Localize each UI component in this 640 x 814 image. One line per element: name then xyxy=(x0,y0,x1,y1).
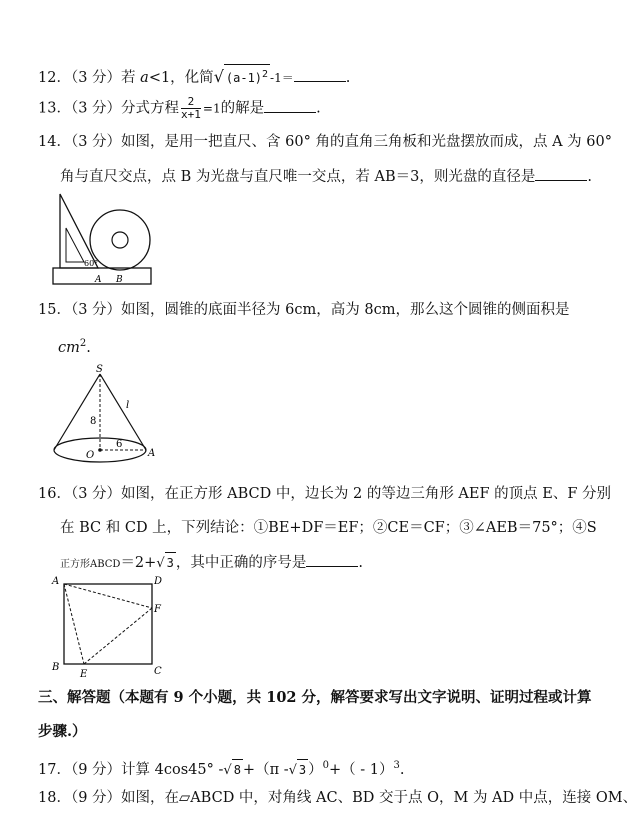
section-heading: 三、解答题（本题有 9 个小题，共 102 分，解答要求写出文字说明、证明过程或计算 xyxy=(38,689,592,706)
denominator: x+1 xyxy=(181,108,201,121)
exponent: 2 xyxy=(79,338,87,349)
question-text: +（π - xyxy=(242,761,289,778)
question-text: -1＝ xyxy=(270,71,294,85)
question-number: 15． xyxy=(38,302,71,318)
numerator: 2 xyxy=(181,96,201,109)
answer-blank[interactable] xyxy=(294,67,346,82)
radius-label: 6 xyxy=(116,439,123,450)
question-17: 17．（9 分）计算 4cos45° -√ 8 +（π -√ 3 ）$^0$+（ - 1）$^3$. xyxy=(38,760,405,778)
question-text: 如图，在▱ABCD 中，对角线 AC、BD 交于点 O，M 为 AD 中点，连接 OM、 xyxy=(121,790,638,806)
question-text: 分式方程 xyxy=(121,100,180,117)
point-a-label: A xyxy=(52,576,60,587)
point-c-label: C xyxy=(154,666,162,677)
score: （3 分） xyxy=(70,486,122,502)
point-f-label: F xyxy=(154,604,161,615)
question-text: 在 BC 和 CD 上，下列结论：①BE+DF＝EF；②CE＝CF；③∠AEB＝75°；④S xyxy=(60,520,597,536)
question-text: 若 xyxy=(121,70,141,86)
question-number: 17． xyxy=(38,761,71,778)
question-14-line2 xyxy=(60,166,592,187)
point-d-label: D xyxy=(154,576,162,587)
question-14-line1 xyxy=(38,132,612,152)
variable: a xyxy=(140,70,149,86)
radicand: 8 xyxy=(232,759,243,780)
question-16-line3: 正方形ABCD＝2+√ 3 ，其中正确的序号是 . xyxy=(60,552,363,575)
question-16-line1 xyxy=(38,484,611,504)
radical xyxy=(224,64,270,88)
question-number: 16． xyxy=(38,486,71,502)
answer-blank[interactable] xyxy=(306,552,358,567)
question-text: 角与直尺交点，点 B 为光盘与直尺唯一交点，若 AB＝3，则光盘的直径是 xyxy=(60,169,536,185)
fraction xyxy=(181,96,201,121)
point-e-label: E xyxy=(80,669,88,680)
point-a-label: A xyxy=(148,448,156,459)
score: （9 分） xyxy=(70,790,122,806)
radicand: 3 xyxy=(165,552,176,573)
question-number: 14． xyxy=(38,134,71,150)
question-number: 12． xyxy=(38,70,71,86)
score: （9 分） xyxy=(70,761,122,778)
question-15-line1 xyxy=(38,300,569,320)
period: . xyxy=(399,761,405,778)
question-text: ） xyxy=(308,761,323,778)
period: . xyxy=(345,70,351,86)
point-b-label: B xyxy=(52,662,60,673)
radicand: 3 xyxy=(297,759,308,780)
exponent: 0 xyxy=(322,760,330,771)
question-12: 12．（3 分）若 a<1，化简√ $(a-1)^2$ -1＝ . xyxy=(38,64,350,88)
question-number: 18． xyxy=(38,790,71,806)
unit: cm xyxy=(58,339,80,356)
score: （3 分） xyxy=(70,100,122,117)
height-label: 8 xyxy=(90,416,97,427)
section-3-heading-line2 xyxy=(38,722,87,742)
question-text: ＝2+ xyxy=(120,555,157,571)
question-text: 计算 4cos45° - xyxy=(121,761,224,778)
question-text: <1，化简 xyxy=(148,70,214,86)
slant-label: l xyxy=(126,400,130,411)
angle-label: 60° xyxy=(84,259,99,268)
score: （3 分） xyxy=(70,134,122,150)
exponent: 3 xyxy=(393,760,400,771)
period: . xyxy=(316,100,321,117)
question-text: 如图，在正方形 ABCD 中，边长为 2 的等边三角形 AEF 的顶点 E、F 分别 xyxy=(121,486,612,502)
figure-cone xyxy=(48,364,158,468)
subscript: 正方形ABCD xyxy=(60,559,121,570)
section-heading: 步骤.） xyxy=(38,723,87,740)
question-text: +（ - 1） xyxy=(329,761,394,778)
answer-blank[interactable] xyxy=(264,98,316,113)
point-b-label: B xyxy=(116,275,123,285)
question-13 xyxy=(38,96,321,121)
figure-square xyxy=(50,574,162,680)
question-16-line2 xyxy=(60,518,597,538)
question-18 xyxy=(38,788,637,808)
point-a-label: A xyxy=(95,275,102,285)
figure-ruler-triangle-disc xyxy=(50,190,160,290)
period: . xyxy=(587,169,592,185)
question-text: 的解是 xyxy=(220,100,265,117)
section-3-heading-line1 xyxy=(38,688,592,708)
period: . xyxy=(358,555,363,571)
exponent: 2 xyxy=(262,69,269,80)
apex-label: S xyxy=(96,364,103,375)
question-15-line2 xyxy=(58,334,91,358)
score: （3 分） xyxy=(70,70,122,86)
question-text: 如图，是用一把直尺、含 60° 角的直角三角板和光盘摆放而成，点 A 为 60° xyxy=(121,134,612,150)
question-text: ，其中正确的序号是 xyxy=(175,555,307,571)
answer-blank[interactable] xyxy=(535,166,587,181)
radicand: (a-1) xyxy=(225,71,263,85)
question-text: 如图，圆锥的底面半径为 6cm，高为 8cm，那么这个圆锥的侧面积是 xyxy=(121,302,570,318)
score: （3 分） xyxy=(70,302,122,318)
period: . xyxy=(86,339,91,356)
question-number: 13． xyxy=(38,100,71,117)
center-label: O xyxy=(86,450,95,461)
equation-rhs: =1 xyxy=(202,101,221,116)
